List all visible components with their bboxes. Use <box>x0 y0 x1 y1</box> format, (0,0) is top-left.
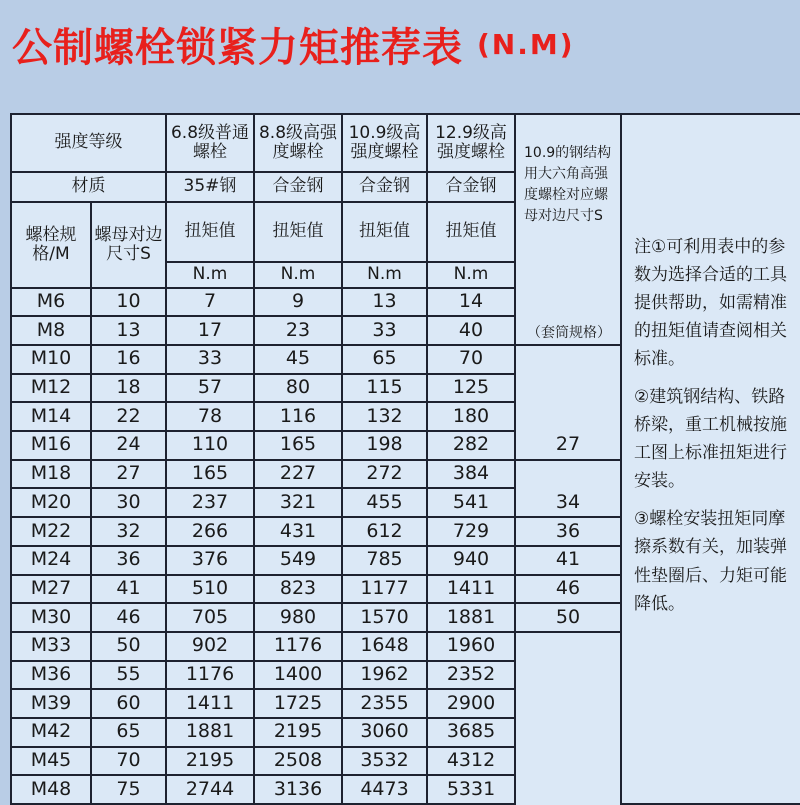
socket-size-cell: 34 <box>515 488 621 517</box>
socket-size-cell: 46 <box>515 575 621 604</box>
nut-size-cell: 75 <box>91 775 166 804</box>
torque-10-9-cell: 13 <box>342 288 427 317</box>
grade-header-8-8: 8.8级高强度螺栓 <box>254 114 342 172</box>
torque-8-8-cell: 321 <box>254 488 342 517</box>
torque-8-8-cell: 2195 <box>254 718 342 747</box>
socket-size-cell: 36 <box>515 517 621 546</box>
nut-size-cell: 41 <box>91 575 166 604</box>
torque-8-8-cell: 45 <box>254 345 342 374</box>
torque-label-10-9: 扭矩值 <box>342 202 427 262</box>
torque-12-9-cell: 541 <box>427 488 515 517</box>
torque-6-8-cell: 78 <box>166 402 254 431</box>
socket-size-cell: 41 <box>515 546 621 575</box>
notes-panel <box>621 114 800 804</box>
torque-8-8-cell: 431 <box>254 517 342 546</box>
bolt-spec-cell: M39 <box>11 689 91 718</box>
torque-10-9-cell: 3532 <box>342 747 427 776</box>
torque-12-9-cell: 2352 <box>427 661 515 690</box>
socket-size-cell <box>515 402 621 431</box>
nut-size-cell: 70 <box>91 747 166 776</box>
torque-10-9-cell: 455 <box>342 488 427 517</box>
bolt-spec-cell: M14 <box>11 402 91 431</box>
torque-8-8-cell: 116 <box>254 402 342 431</box>
torque-10-9-cell: 1962 <box>342 661 427 690</box>
title-text: 公制螺栓锁紧力矩推荐表 <box>12 24 463 71</box>
torque-12-9-cell: 384 <box>427 460 515 489</box>
torque-6-8-cell: 1881 <box>166 718 254 747</box>
torque-6-8-cell: 1176 <box>166 661 254 690</box>
material-10-9: 合金钢 <box>342 172 427 202</box>
torque-10-9-cell: 198 <box>342 431 427 460</box>
torque-12-9-cell: 70 <box>427 345 515 374</box>
bolt-spec-cell: M10 <box>11 345 91 374</box>
torque-12-9-cell: 4312 <box>427 747 515 776</box>
bolt-spec-cell: M6 <box>11 288 91 317</box>
torque-label-12-9: 扭矩值 <box>427 202 515 262</box>
torque-8-8-cell: 549 <box>254 546 342 575</box>
torque-8-8-cell: 1400 <box>254 661 342 690</box>
torque-10-9-cell: 3060 <box>342 718 427 747</box>
torque-12-9-cell: 1411 <box>427 575 515 604</box>
torque-12-9-cell: 125 <box>427 374 515 403</box>
torque-10-9-cell: 2355 <box>342 689 427 718</box>
torque-6-8-cell: 57 <box>166 374 254 403</box>
torque-8-8-cell: 165 <box>254 431 342 460</box>
socket-size-cell <box>515 718 621 747</box>
torque-10-9-cell: 33 <box>342 316 427 345</box>
socket-size-cell <box>515 661 621 690</box>
nut-size-cell: 60 <box>91 689 166 718</box>
grade-header-6-8: 6.8级普通螺栓 <box>166 114 254 172</box>
socket-size-header-text: 10.9的钢结构用大六角高强度螺栓对应螺母对边尺寸S <box>524 145 612 224</box>
nut-size-cell: 10 <box>91 288 166 317</box>
socket-size-cell: 27 <box>515 431 621 460</box>
title-unit: (N.M) <box>477 27 575 61</box>
nut-flat-label: 螺母对边尺寸S <box>91 202 166 288</box>
nut-size-cell: 22 <box>91 402 166 431</box>
torque-6-8-cell: 17 <box>166 316 254 345</box>
torque-12-9-cell: 14 <box>427 288 515 317</box>
torque-8-8-cell: 980 <box>254 603 342 632</box>
torque-label-6-8: 扭矩值 <box>166 202 254 262</box>
unit-12-9: N.m <box>427 262 515 288</box>
socket-size-cell <box>515 374 621 403</box>
torque-10-9-cell: 65 <box>342 345 427 374</box>
nut-size-cell: 16 <box>91 345 166 374</box>
nut-size-cell: 50 <box>91 632 166 661</box>
torque-12-9-cell: 282 <box>427 431 515 460</box>
torque-6-8-cell: 165 <box>166 460 254 489</box>
torque-8-8-cell: 1725 <box>254 689 342 718</box>
torque-12-9-cell: 2900 <box>427 689 515 718</box>
torque-6-8-cell: 902 <box>166 632 254 661</box>
torque-6-8-cell: 2195 <box>166 747 254 776</box>
socket-size-cell <box>515 460 621 489</box>
nut-size-cell: 27 <box>91 460 166 489</box>
note-3: ③螺栓安装扭矩同摩擦系数有关，加装弹性垫圈后、力矩可能降低。 <box>634 509 787 614</box>
torque-12-9-cell: 40 <box>427 316 515 345</box>
socket-size-cell: 50 <box>515 603 621 632</box>
torque-8-8-cell: 3136 <box>254 775 342 804</box>
bolt-spec-cell: M30 <box>11 603 91 632</box>
material-12-9: 合金钢 <box>427 172 515 202</box>
material-8-8: 合金钢 <box>254 172 342 202</box>
nut-size-cell: 18 <box>91 374 166 403</box>
unit-8-8: N.m <box>254 262 342 288</box>
torque-8-8-cell: 80 <box>254 374 342 403</box>
torque-10-9-cell: 612 <box>342 517 427 546</box>
grade-header-12-9: 12.9级高强度螺栓 <box>427 114 515 172</box>
torque-6-8-cell: 705 <box>166 603 254 632</box>
torque-10-9-cell: 4473 <box>342 775 427 804</box>
nut-size-cell: 65 <box>91 718 166 747</box>
torque-6-8-cell: 1411 <box>166 689 254 718</box>
torque-12-9-cell: 940 <box>427 546 515 575</box>
bolt-spec-cell: M24 <box>11 546 91 575</box>
torque-6-8-cell: 110 <box>166 431 254 460</box>
bolt-spec-cell: M33 <box>11 632 91 661</box>
page-title <box>12 8 575 80</box>
torque-6-8-cell: 266 <box>166 517 254 546</box>
bolt-spec-cell: M22 <box>11 517 91 546</box>
bolt-spec-cell: M45 <box>11 747 91 776</box>
torque-10-9-cell: 1648 <box>342 632 427 661</box>
torque-12-9-cell: 5331 <box>427 775 515 804</box>
socket-size-cell <box>515 632 621 661</box>
bolt-spec-cell: M16 <box>11 431 91 460</box>
torque-6-8-cell: 376 <box>166 546 254 575</box>
torque-12-9-cell: 729 <box>427 517 515 546</box>
torque-10-9-cell: 1570 <box>342 603 427 632</box>
torque-6-8-cell: 33 <box>166 345 254 374</box>
torque-6-8-cell: 237 <box>166 488 254 517</box>
bolt-spec-cell: M20 <box>11 488 91 517</box>
socket-spec-label: （套筒规格） <box>527 325 611 341</box>
unit-6-8: N.m <box>166 262 254 288</box>
nut-size-cell: 32 <box>91 517 166 546</box>
torque-8-8-cell: 227 <box>254 460 342 489</box>
torque-12-9-cell: 1881 <box>427 603 515 632</box>
socket-size-cell <box>515 689 621 718</box>
bolt-spec-cell: M48 <box>11 775 91 804</box>
unit-10-9: N.m <box>342 262 427 288</box>
material-6-8: 35#钢 <box>166 172 254 202</box>
socket-size-header <box>515 114 621 345</box>
socket-size-cell <box>515 345 621 374</box>
torque-8-8-cell: 823 <box>254 575 342 604</box>
torque-10-9-cell: 132 <box>342 402 427 431</box>
strength-grade-label: 强度等级 <box>11 114 166 172</box>
bolt-spec-cell: M36 <box>11 661 91 690</box>
note-2: ②建筑钢结构、铁路桥梁，重工机械按施工图上标准扭矩进行安装。 <box>634 387 787 492</box>
torque-8-8-cell: 23 <box>254 316 342 345</box>
torque-12-9-cell: 3685 <box>427 718 515 747</box>
nut-size-cell: 36 <box>91 546 166 575</box>
nut-size-cell: 46 <box>91 603 166 632</box>
bolt-spec-cell: M8 <box>11 316 91 345</box>
bolt-spec-cell: M12 <box>11 374 91 403</box>
torque-10-9-cell: 115 <box>342 374 427 403</box>
torque-6-8-cell: 510 <box>166 575 254 604</box>
nut-size-cell: 30 <box>91 488 166 517</box>
socket-size-cell <box>515 747 621 776</box>
grade-header-10-9: 10.9级高强度螺栓 <box>342 114 427 172</box>
torque-8-8-cell: 1176 <box>254 632 342 661</box>
nut-size-cell: 55 <box>91 661 166 690</box>
torque-10-9-cell: 785 <box>342 546 427 575</box>
torque-10-9-cell: 272 <box>342 460 427 489</box>
note-1: 注①可利用表中的参数为选择合适的工具提供帮助，如需精准的扭矩值请查阅相关标准。 <box>634 237 787 370</box>
torque-label-8-8: 扭矩值 <box>254 202 342 262</box>
bolt-spec-cell: M27 <box>11 575 91 604</box>
torque-8-8-cell: 9 <box>254 288 342 317</box>
torque-12-9-cell: 180 <box>427 402 515 431</box>
torque-6-8-cell: 7 <box>166 288 254 317</box>
torque-12-9-cell: 1960 <box>427 632 515 661</box>
torque-table <box>10 113 800 805</box>
torque-10-9-cell: 1177 <box>342 575 427 604</box>
nut-size-cell: 24 <box>91 431 166 460</box>
material-label: 材质 <box>11 172 166 202</box>
bolt-spec-cell: M18 <box>11 460 91 489</box>
bolt-spec-cell: M42 <box>11 718 91 747</box>
nut-size-cell: 13 <box>91 316 166 345</box>
torque-6-8-cell: 2744 <box>166 775 254 804</box>
bolt-spec-label: 螺栓规格/M <box>11 202 91 288</box>
torque-8-8-cell: 2508 <box>254 747 342 776</box>
